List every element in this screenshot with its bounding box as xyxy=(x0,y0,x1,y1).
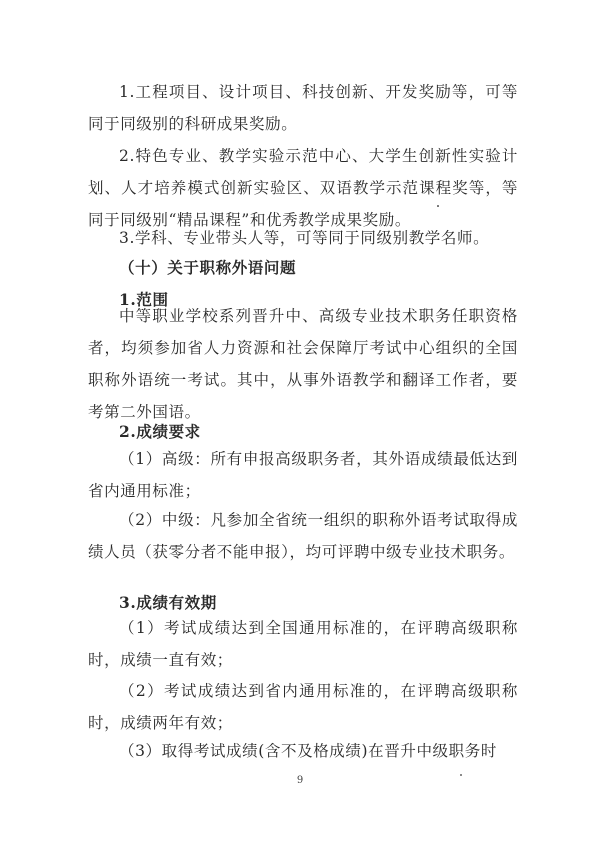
subheading-score-requirements: 2.成绩要求 xyxy=(119,422,201,441)
section-heading: （十）关于职称外语问题 xyxy=(119,258,297,277)
paragraph-item-1: 1.工程项目、设计项目、科技创新、开发奖励等，可等同于同级别的科研成果奖励。 xyxy=(88,83,518,133)
subheading-validity-period: 3.成绩有效期 xyxy=(119,593,217,612)
paragraph-scope: 中等职业学校系列晋升中、高级专业技术职务任职资格者，均须参加省人力资源和社会保障厅考试中心组织的全国职称外语统一考试。其中，从事外语教学和翻译工作者，要考第二外国语。 xyxy=(88,307,518,421)
paragraph-senior-level: （1）高级：所有申报高级职务者，其外语成绩最低达到省内通用标准； xyxy=(88,450,518,500)
paragraph-item-2: 2.特色专业、教学实验示范中心、大学生创新性实验计划、人才培养模式创新实验区、双语教学示范课程奖等，等同于同级别“精品课程”和优秀教学成果奖励。 xyxy=(88,147,518,229)
paragraph-validity-national: （1）考试成绩达到全国通用标准的，在评聘高级职称时，成绩一直有效； xyxy=(88,619,518,669)
paragraph-validity-provincial: （2）考试成绩达到省内通用标准的，在评聘高级职称时，成绩两年有效； xyxy=(88,682,518,732)
paragraph-item-3: 3.学科、专业带头人等，可等同于同级别教学名师。 xyxy=(119,229,490,247)
paragraph-validity-intermediate: （3）取得考试成绩(含不及格成绩)在晋升中级职务时 xyxy=(119,742,497,760)
page-number: 9 xyxy=(296,775,304,786)
scan-speck xyxy=(437,205,439,207)
paragraph-intermediate-level: （2）中级：凡参加全省统一组织的职称外语考试取得成绩人员（获零分者不能申报），均可评聘中级专业技术职务。 xyxy=(88,511,518,561)
scan-speck xyxy=(460,774,462,776)
subheading-scope: 1.范围 xyxy=(119,290,169,309)
